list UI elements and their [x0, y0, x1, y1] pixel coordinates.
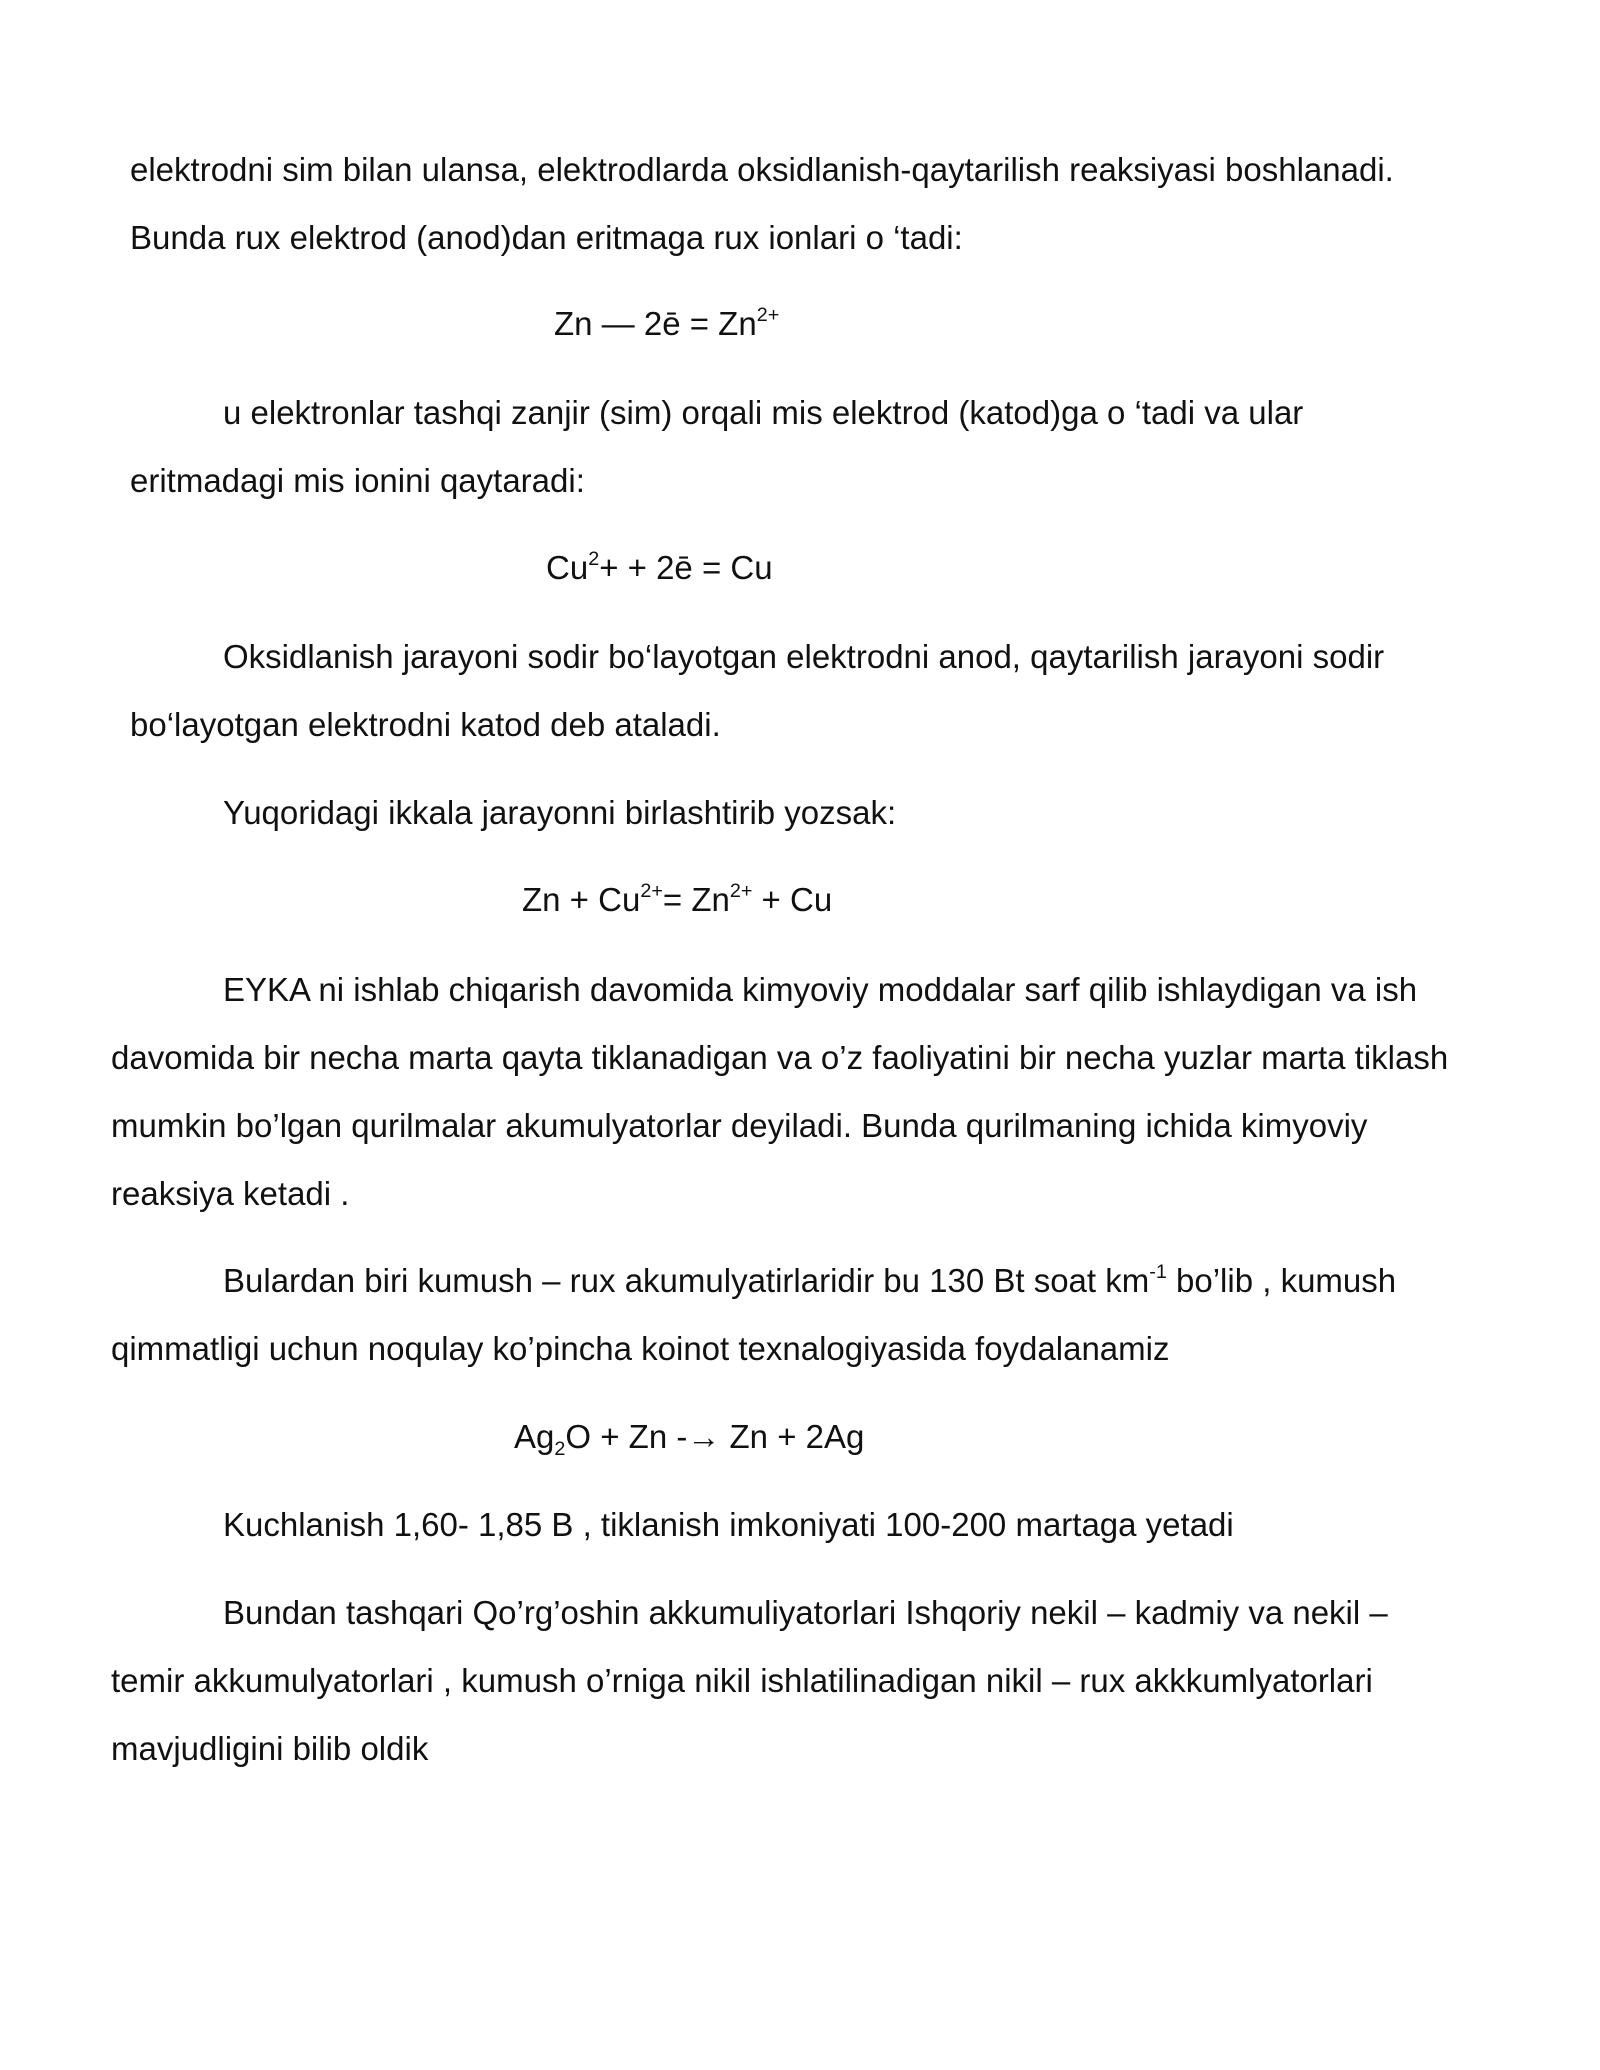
paragraph-line: davomida bir necha marta qayta tiklanadigan va o’z faoliyatini bir necha yuzlar marta tiklash — [111, 1039, 1449, 1076]
equation-superscript: 2+ — [756, 304, 780, 327]
equation-text: Zn + 2Ag — [720, 1418, 865, 1455]
equation-silver-oxide — [514, 1417, 865, 1460]
paragraph-line: EYKA ni ishlab chiqarish davomida kimyoviy moddalar sarf qilib ishlaydigan va ish — [223, 971, 1418, 1008]
paragraph-line: elektrodni sim bilan ulansa, elektrodlarda oksidlanish-qaytarilish reaksiyasi boshlanadi. — [130, 151, 1394, 188]
equation-text: Cu — [546, 549, 589, 586]
equation-text: Ag — [514, 1418, 555, 1455]
unit-superscript: -1 — [1149, 1261, 1167, 1284]
equation-overall-reaction — [522, 880, 832, 920]
equation-text: = Zn — [662, 881, 730, 918]
paragraph-line: u elektronlar tashqi zanjir (sim) orqali mis elektrod (katod)ga o ‘tadi va ular — [223, 394, 1304, 431]
equation-subscript: 2 — [554, 1437, 566, 1460]
paragraph-text: bo’lib , kumush — [1166, 1262, 1397, 1299]
paragraph-line: Kuchlanish 1,60- 1,85 B , tiklanish imkoniyati 100-200 martaga yetadi — [223, 1506, 1234, 1543]
equation-text: Zn + Cu — [522, 881, 641, 918]
paragraph-line: reaksiya ketadi . — [111, 1175, 350, 1212]
equation-superscript: 2+ — [640, 880, 663, 903]
equation-text: + Cu — [752, 881, 833, 918]
equation-superscript: 2 — [588, 548, 600, 571]
paragraph-line: Oksidlanish jarayoni sodir bo‘layotgan elektrodni anod, qaytarilish jarayoni sodir — [223, 638, 1385, 675]
equation-text: Zn — 2ē = Zn — [554, 305, 757, 342]
equation-cu-reduction — [546, 548, 773, 588]
paragraph-line: eritmadagi mis ionini qaytaradi: — [130, 462, 585, 499]
equation-superscript: 2+ — [729, 880, 753, 903]
arrow-icon: → — [687, 1418, 721, 1455]
equation-text: + + 2ē = Cu — [599, 549, 773, 586]
paragraph-line: mumkin bo’lgan qurilmalar akumulyatorlar deyiladi. Bunda qurilmaning ichida kimyoviy — [111, 1107, 1368, 1144]
equation-zn-oxidation — [554, 304, 779, 344]
paragraph-text: Bulardan biri kumush – rux akumulyatirlaridir bu 130 Bt soat km — [223, 1262, 1150, 1299]
paragraph-line — [223, 1261, 1396, 1301]
paragraph-line: qimmatligi uchun noqulay ko’pincha koinot texnalogiyasida foydalanamiz — [111, 1330, 1170, 1367]
paragraph-line: mavjudligini bilib oldik — [111, 1730, 429, 1767]
equation-text: O + Zn - — [565, 1418, 688, 1455]
paragraph-line: temir akkumulyatorlari , kumush o’rniga nikil ishlatilinadigan nikil – rux akkkumlyatorlari — [111, 1662, 1373, 1699]
paragraph-line: bo‘layotgan elektrodni katod deb ataladi. — [130, 706, 721, 743]
paragraph-line: Yuqoridagi ikkala jarayonni birlashtirib yozsak: — [223, 794, 897, 831]
paragraph-line: Bunda rux elektrod (anod)dan eritmaga rux ionlari o ‘tadi: — [130, 219, 963, 256]
paragraph-line: Bundan tashqari Qo’rg’oshin akkumuliyatorlari Ishqoriy nekil – kadmiy va nekil – — [223, 1594, 1388, 1631]
